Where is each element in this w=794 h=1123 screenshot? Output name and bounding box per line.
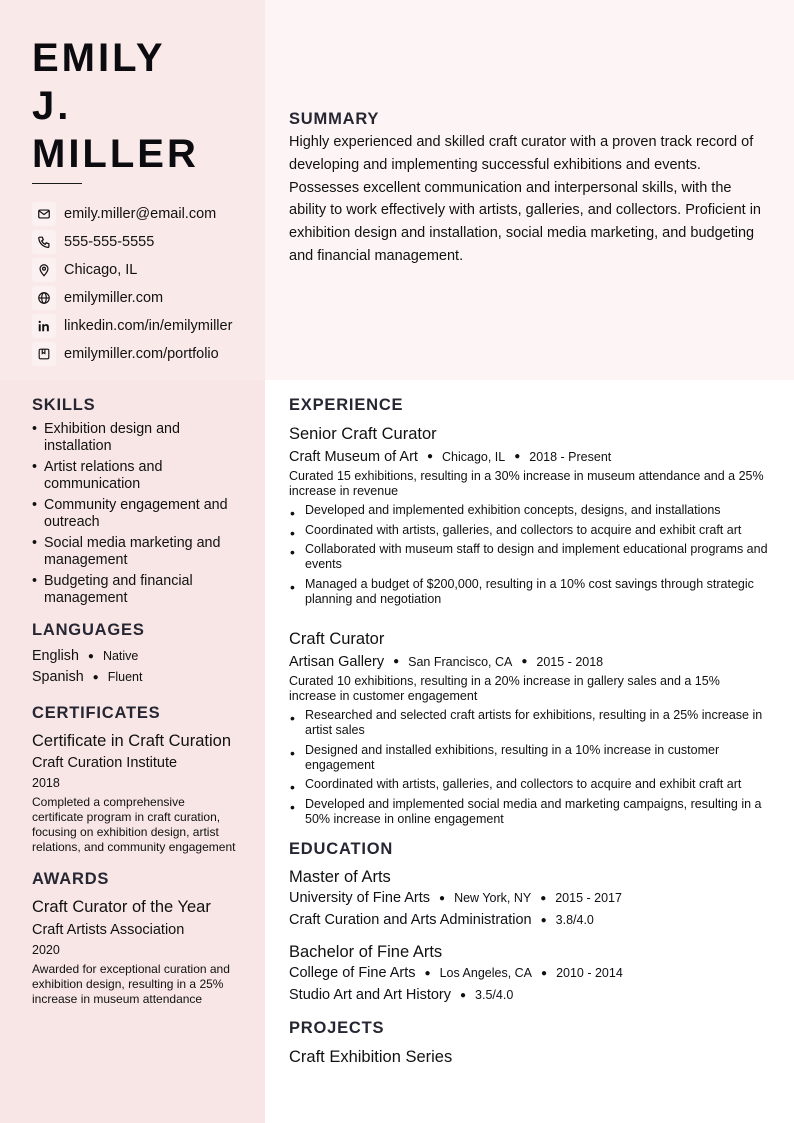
contact-location-text: Chicago, IL	[64, 262, 138, 278]
skill-item: • Social media marketing and management	[32, 535, 237, 569]
phone-icon	[32, 230, 56, 254]
education-dates: 2010 - 2014	[556, 965, 623, 980]
education-degree: Master of Arts	[289, 867, 391, 886]
languages-heading: LANGUAGES	[32, 621, 145, 639]
separator-dot: ●	[460, 989, 467, 1001]
job-meta	[289, 448, 769, 466]
contact-website[interactable]	[32, 284, 262, 312]
education-location: New York, NY	[454, 890, 532, 905]
certificates-heading: CERTIFICATES	[32, 704, 161, 722]
education-dates: 2015 - 2017	[555, 890, 622, 905]
project-name: Craft Exhibition Series	[289, 1047, 453, 1066]
language-name: Spanish	[32, 669, 84, 685]
contact-email[interactable]	[32, 200, 262, 228]
skills-heading: SKILLS	[32, 396, 96, 414]
job-company: Artisan Gallery	[289, 654, 385, 670]
linkedin-icon	[32, 314, 56, 338]
skill-item: • Artist relations and communication	[32, 459, 237, 493]
education-location: Los Angeles, CA	[439, 965, 533, 980]
award-name: Craft Curator of the Year	[32, 898, 211, 916]
main-content	[289, 396, 769, 1067]
language-name: English	[32, 648, 79, 664]
language-row	[32, 667, 237, 688]
job-location: San Francisco, CA	[408, 655, 513, 669]
location-pin-icon	[32, 258, 56, 282]
language-level: Native	[102, 649, 139, 663]
portfolio-icon	[32, 342, 56, 366]
job-dates: 2018 - Present	[529, 450, 612, 464]
job-company: Craft Museum of Art	[289, 449, 418, 465]
skill-item: • Budgeting and financial management	[32, 573, 237, 607]
education-school-line	[289, 963, 769, 984]
separator-dot: ●	[540, 892, 547, 904]
contact-portfolio-text: emilymiller.com/portfolio	[64, 346, 219, 362]
education-field: Craft Curation and Arts Administration	[289, 911, 532, 928]
job-bullet: • Coordinated with artists, galleries, and collectors to acquire and exhibit craft art	[289, 777, 769, 792]
name-divider	[32, 183, 82, 184]
language-row	[32, 646, 237, 667]
education-entry	[289, 942, 769, 1006]
languages-section	[32, 621, 237, 688]
language-level: Fluent	[107, 670, 143, 684]
skills-section	[32, 396, 237, 607]
education-field-line	[289, 985, 769, 1006]
name-line-middle: J.	[32, 84, 72, 128]
education-school-line	[289, 888, 769, 909]
sidebar	[0, 380, 265, 1123]
education-heading: EDUCATION	[289, 839, 394, 858]
awards-section	[32, 870, 237, 1007]
experience-section	[289, 396, 769, 827]
skills-list	[32, 421, 237, 607]
job-title: Senior Craft Curator	[289, 425, 437, 443]
education-field-line	[289, 910, 769, 931]
awards-heading: AWARDS	[32, 870, 110, 888]
contact-website-text: emilymiller.com	[64, 290, 164, 306]
separator-dot: ●	[540, 914, 547, 926]
job-title: Craft Curator	[289, 630, 385, 648]
separator-dot: ●	[92, 672, 99, 683]
summary-heading: SUMMARY	[289, 110, 380, 128]
contact-portfolio[interactable]	[32, 340, 262, 368]
resume-header	[0, 0, 794, 380]
contact-email-text: emily.miller@email.com	[64, 206, 217, 222]
skill-item: • Community engagement and outreach	[32, 497, 237, 531]
job-bullet: • Coordinated with artists, galleries, and collectors to acquire and exhibit craft art	[289, 523, 769, 538]
education-gpa: 3.8/4.0	[555, 912, 594, 927]
separator-dot: ●	[87, 651, 94, 662]
education-entry	[289, 867, 769, 931]
education-field: Studio Art and Art History	[289, 986, 451, 1003]
contact-location	[32, 256, 262, 284]
certificate-description: Completed a comprehensive certificate program in craft curation, focusing on exhibition design, artist relations, and community engagement	[32, 795, 236, 854]
contact-phone[interactable]	[32, 228, 262, 256]
contact-phone-text: 555-555-5555	[64, 234, 155, 250]
contact-linkedin-text: linkedin.com/in/emilymiller	[64, 318, 233, 334]
award-year: 2020	[32, 943, 60, 957]
job-summary: Curated 10 exhibitions, resulting in a 20% increase in gallery sales and a 15% increase in customer engagement	[289, 674, 720, 703]
education-section	[289, 840, 769, 1006]
mail-icon	[32, 202, 56, 226]
job-entry	[289, 424, 769, 607]
summary-text: Highly experienced and skilled craft curator with a proven track record of developing and implementing successful exhibitions and events. Possesses excellent communication and interpersonal skills, with the ability to work effectively with artists, galleries, and collectors. Proficient in exhibition design and installation, social media marketing, and budgeting and financial management.	[289, 134, 761, 264]
certificate-name: Certificate in Craft Curation	[32, 732, 231, 750]
separator-dot: ●	[541, 967, 548, 979]
separator-dot: ●	[393, 656, 400, 667]
job-location: Chicago, IL	[441, 450, 506, 464]
job-bullet: • Developed and implemented social media and marketing campaigns, resulting in a 50% increase in online engagement	[289, 797, 769, 827]
separator-dot: ●	[426, 451, 433, 462]
certificate-issuer: Craft Curation Institute	[32, 755, 178, 771]
education-school: College of Fine Arts	[289, 964, 416, 981]
education-degree: Bachelor of Fine Arts	[289, 942, 443, 961]
job-dates: 2015 - 2018	[536, 655, 604, 669]
job-bullet: • Managed a budget of $200,000, resulting in a 10% cost savings through strategic planning and negotiation	[289, 577, 769, 607]
separator-dot: ●	[424, 967, 431, 979]
summary-section	[289, 110, 769, 268]
certificates-section	[32, 704, 237, 855]
separator-dot: ●	[514, 451, 521, 462]
education-gpa: 3.5/4.0	[475, 987, 514, 1002]
job-bullet: • Collaborated with museum staff to design and implement educational programs and events	[289, 542, 769, 572]
candidate-name	[32, 34, 199, 178]
job-summary: Curated 15 exhibitions, resulting in a 30% increase in museum attendance and a 25% increase in revenue	[289, 469, 764, 498]
job-bullets	[289, 503, 769, 607]
projects-section	[289, 1019, 769, 1067]
name-line-first: EMILY	[32, 36, 166, 80]
job-bullet: • Researched and selected craft artists for exhibitions, resulting in a 25% increase in artist sales	[289, 708, 769, 738]
award-description: Awarded for exceptional curation and exhibition design, resulting in a 25% increase in museum attendance	[32, 962, 230, 1006]
job-bullet: • Designed and installed exhibitions, resulting in a 10% increase in customer engagement	[289, 743, 769, 773]
certificate-year: 2018	[32, 776, 60, 790]
separator-dot: ●	[521, 656, 528, 667]
name-line-last: MILLER	[32, 132, 199, 176]
separator-dot: ●	[439, 892, 446, 904]
job-bullets	[289, 708, 769, 827]
award-issuer: Craft Artists Association	[32, 922, 185, 938]
job-meta	[289, 653, 769, 671]
projects-heading: PROJECTS	[289, 1018, 385, 1037]
contact-linkedin[interactable]	[32, 312, 262, 340]
skill-item: • Exhibition design and installation	[32, 421, 237, 455]
experience-heading: EXPERIENCE	[289, 396, 404, 414]
job-entry	[289, 629, 769, 827]
job-bullet: • Developed and implemented exhibition concepts, designs, and installations	[289, 503, 769, 518]
globe-icon	[32, 286, 56, 310]
contact-list	[32, 200, 262, 368]
education-school: University of Fine Arts	[289, 889, 431, 906]
